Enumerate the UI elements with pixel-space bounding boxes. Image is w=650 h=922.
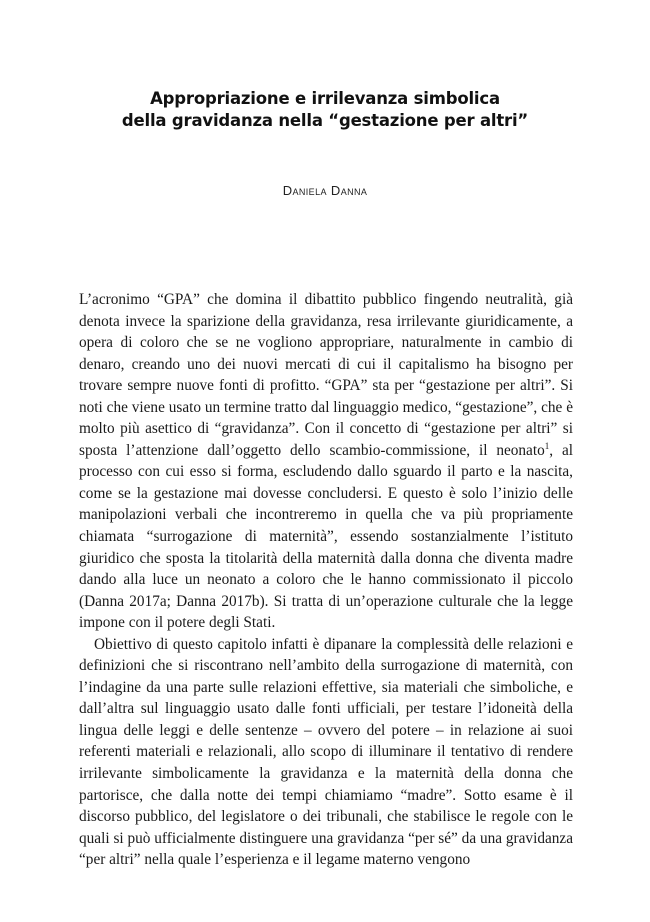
chapter-title-line-1: Appropriazione e irrilevanza simbolica — [150, 89, 500, 108]
footnote-reference[interactable]: 1 — [544, 440, 550, 451]
paragraph-1-text-after-note: , al processo con cui esso si forma, escludendo dallo sguardo il parto e la nascita, come se la gestazione mai dovesse concludersi. E questo è solo l’inizio delle manipolazioni verbali che incontreremo in quella che va più propriamente chiamata “surrogazione di maternità”, essendo sostanzialmente l’istituto giuridico che sposta la titolarità della maternità dalla donna che diventa madre dando alla luce un neonato a coloro che le hanno commissionato il piccolo (Danna 2017a; Danna 2017b). Si tratta di un’operazione culturale che la legge impone con il potere degli Stati. — [79, 441, 573, 632]
body-paragraph-1 — [79, 289, 573, 634]
chapter-title — [0, 88, 650, 132]
chapter-title-line-2: della gravidanza nella “gestazione per altri” — [121, 111, 529, 130]
chapter-author: Daniela Danna — [282, 183, 368, 198]
chapter-body — [79, 289, 573, 871]
paragraph-1-text-before-note: L’acronimo “GPA” che domina il dibattito pubblico fingendo neutralità, già denota invece la sparizione della gravidanza, resa irrilevante giuridicamente, a opera di coloro che se ne vogliono appropriare, naturalmente in cambio di denaro, creando uno dei nuovi mercati di cui il capitalismo ha bisogno per trovare sempre nuove fonti di profitto. “GPA” sta per “gestazione per altri”. Si noti che viene usato un termine tratto dal linguaggio medico, “gestazione”, che è molto più asettico di “gravidanza”. Con il concetto di “gestazione per altri” si sposta l’attenzione dall’oggetto dello scambio-commissione, il neonato — [79, 291, 573, 459]
body-paragraph-2: Obiettivo di questo capitolo infatti è dipanare la complessità delle relazioni e definizioni che si riscontrano nell’ambito della surrogazione di maternità, con l’indagine da una parte sulle relazioni effettive, sia materiali che simboliche, e dall’altra sul linguaggio usato dalle fonti ufficiali, per testare l’idoneità della lingua delle leggi e delle sentenze – ovvero del potere – in relazione ai suoi referenti materiali e relazionali, allo scopo di illuminare il tentativo di rendere irrilevante simbolicamente la gravidanza e la maternità della donna che partorisce, che dalla notte dei tempi chiamiamo “madre”. Sotto esame è il discorso pubblico, del legislatore o dei tribunali, che stabilisce le regole con le quali si può ufficialmente distinguere una gravidanza “per sé” da una gravidanza “per altri” nella quale l’esperienza e il legame materno vengono — [79, 635, 573, 869]
